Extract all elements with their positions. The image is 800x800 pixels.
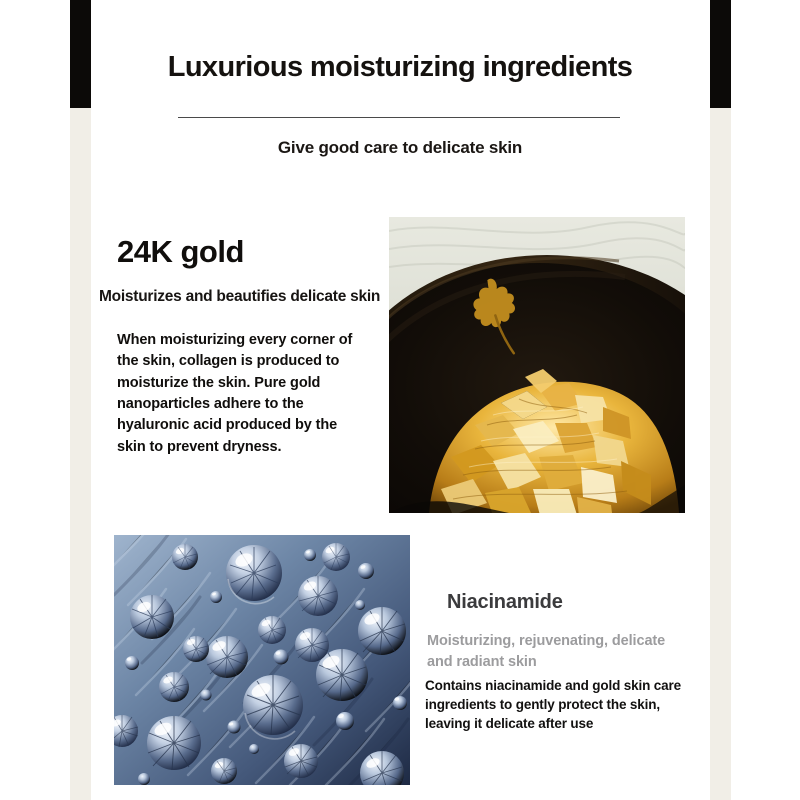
section-subheading-niacinamide: Moisturizing, rejuvenating, delicate and radiant skin [427,633,666,670]
section-heading-gold: 24K gold [117,234,244,269]
page-subtitle: Give good care to delicate skin [277,138,523,157]
section-body-niacinamide: Contains niacinamide and gold skin care ingredients to gently protect the skin, leaving it delicate after use [425,678,681,732]
left-edge-bar-black-segment [70,0,91,108]
right-edge-bar-black-segment [710,0,731,108]
water-droplets-photo [114,535,410,785]
page-title: Luxurious moisturizing ingredients [167,51,633,83]
section-body-gold: When moisturizing every corner of the skin, collagen is produced to moisturize the skin. Pure gold nanoparticles adhere to the hyaluronic acid produced by the skin to prevent dryness. [117,332,353,455]
section-heading-niacinamide: Niacinamide [447,591,563,613]
left-edge-bar [70,0,91,800]
right-edge-bar [710,0,731,800]
gold-flakes-photo [389,217,685,513]
title-divider [178,117,620,118]
section-subheading-gold: Moisturizes and beautifies delicate skin [99,288,381,305]
